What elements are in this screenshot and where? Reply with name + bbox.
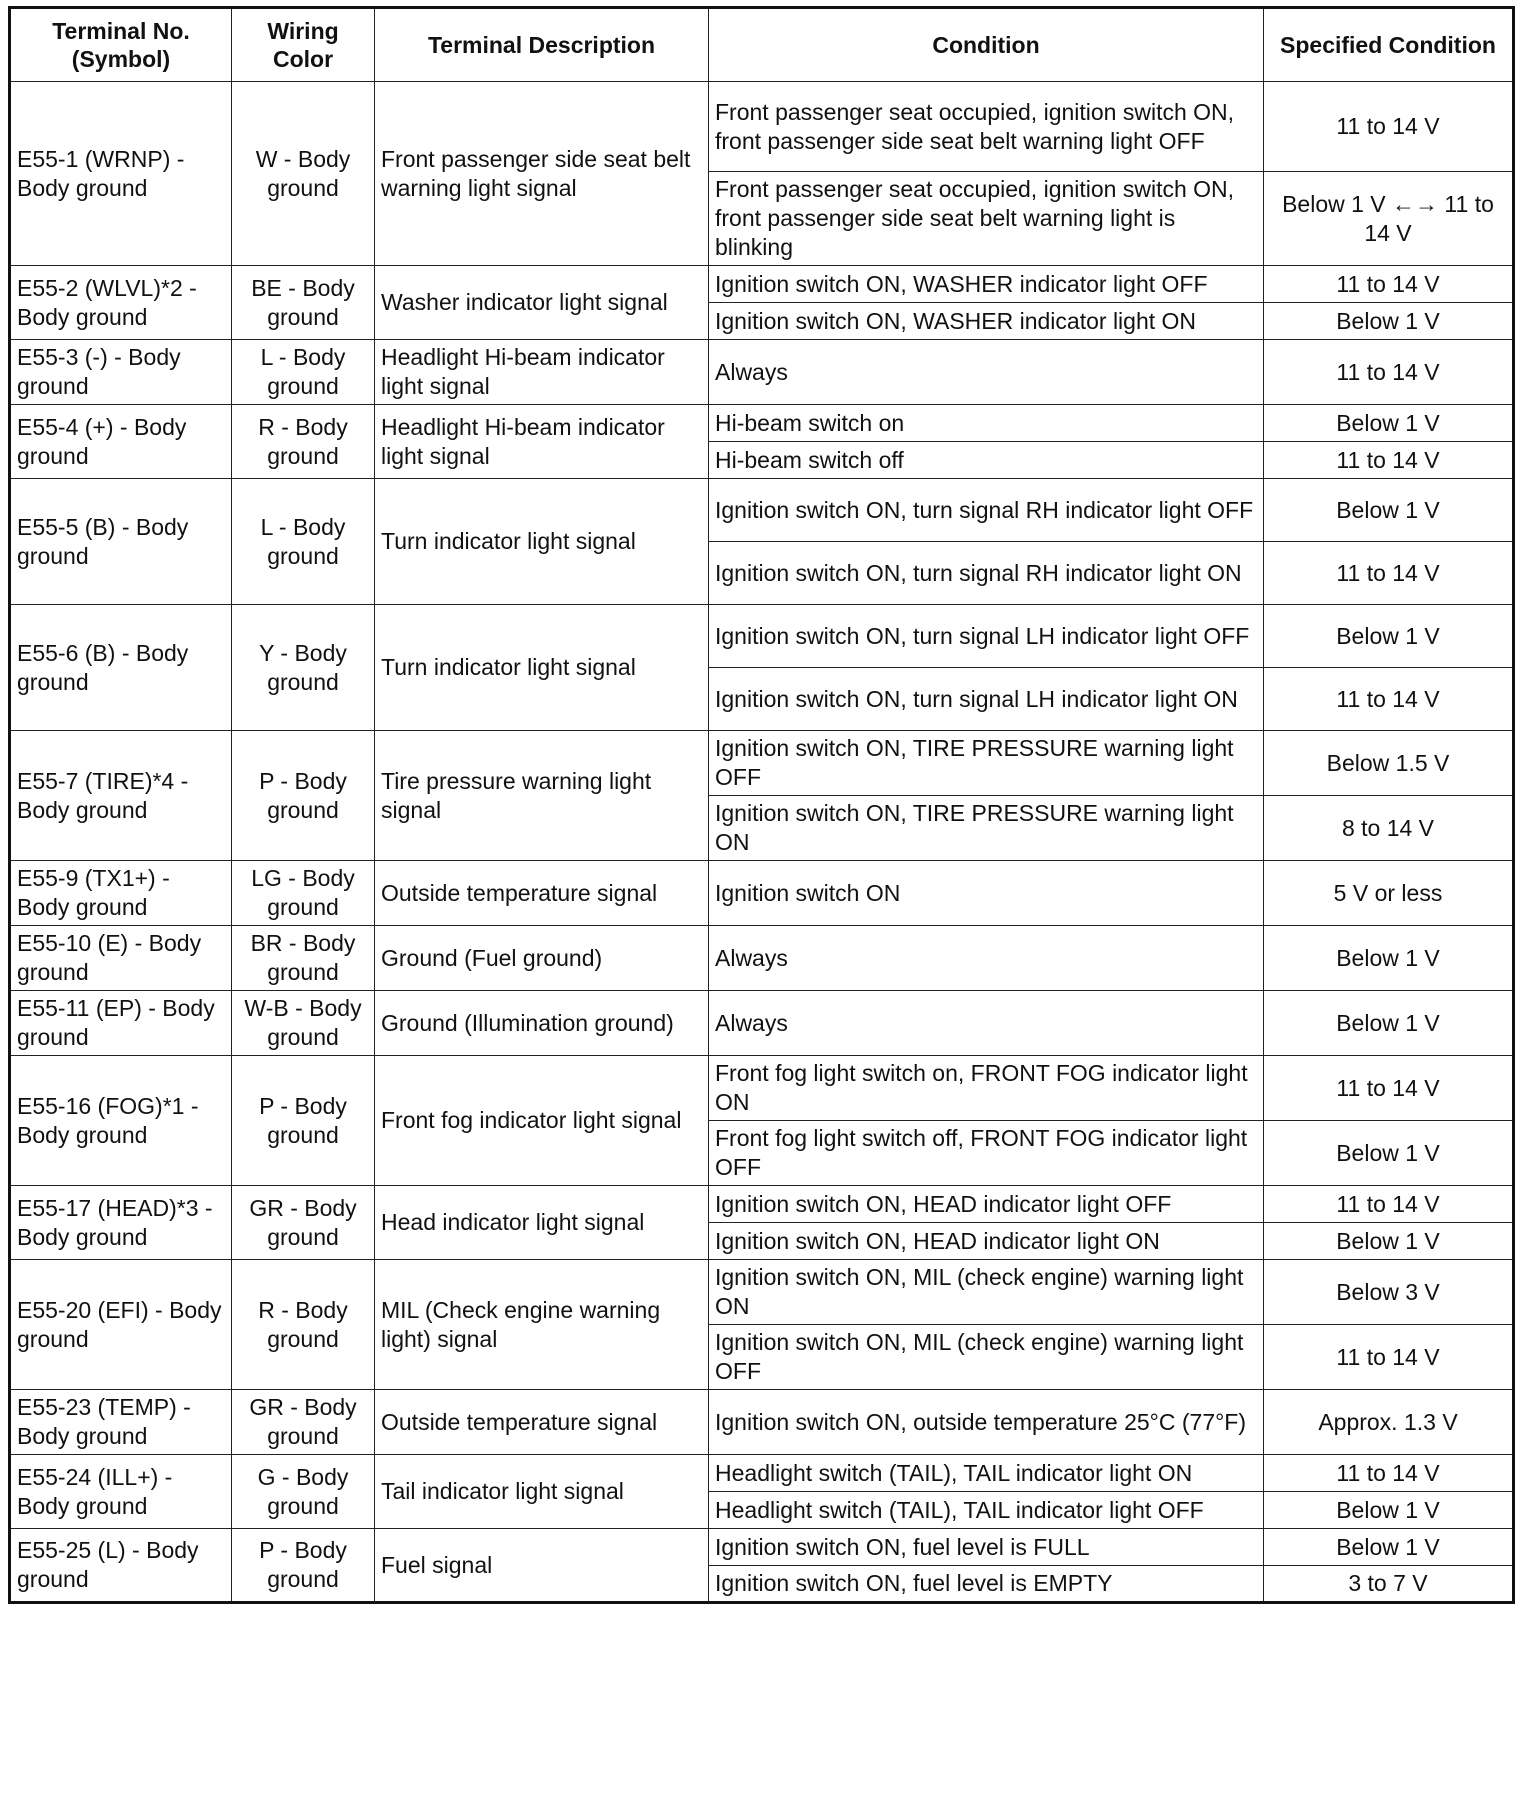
condition-cell: Headlight switch (TAIL), TAIL indicator light ON [709,1455,1264,1492]
specified-condition-cell: 11 to 14 V [1264,82,1514,172]
wiring-color-cell: P - Body ground [232,731,375,861]
specified-condition-cell: 11 to 14 V [1264,542,1514,605]
table-body [10,82,1514,1603]
condition-cell: Front passenger seat occupied, ignition switch ON, front passenger side seat belt warning light OFF [709,82,1264,172]
terminal-spec-sheet [8,6,1512,1604]
condition-cell: Ignition switch ON [709,861,1264,926]
terminal-cell: E55-2 (WLVL)*2 - Body ground [10,266,232,340]
condition-cell: Ignition switch ON, outside temperature 25°C (77°F) [709,1390,1264,1455]
condition-cell: Ignition switch ON, MIL (check engine) warning light OFF [709,1325,1264,1390]
terminal-description-cell: Tire pressure warning light signal [375,731,709,861]
table-row [10,405,1514,442]
terminal-cell: E55-5 (B) - Body ground [10,479,232,605]
terminal-cell: E55-23 (TEMP) - Body ground [10,1390,232,1455]
specified-condition-cell: Below 1 V [1264,1223,1514,1260]
wiring-color-cell: L - Body ground [232,479,375,605]
header-wiring-line2: Color [272,46,334,72]
terminal-cell: E55-16 (FOG)*1 - Body ground [10,1056,232,1186]
terminal-description-cell: Front fog indicator light signal [375,1056,709,1186]
terminal-description-cell: Headlight Hi-beam indicator light signal [375,405,709,479]
specified-condition-cell: Below 1 V [1264,1529,1514,1566]
table-row [10,861,1514,926]
terminal-description-cell: Ground (Fuel ground) [375,926,709,991]
specified-condition-cell: 11 to 14 V [1264,1186,1514,1223]
table-header-row [10,8,1514,82]
specified-condition-cell: 11 to 14 V [1264,1455,1514,1492]
specified-condition-cell: 3 to 7 V [1264,1566,1514,1603]
wiring-color-cell: R - Body ground [232,405,375,479]
table-row [10,731,1514,796]
wiring-color-cell: BR - Body ground [232,926,375,991]
wiring-color-cell: W-B - Body ground [232,991,375,1056]
condition-cell: Ignition switch ON, HEAD indicator light ON [709,1223,1264,1260]
condition-cell: Hi-beam switch off [709,442,1264,479]
specified-condition-cell: Approx. 1.3 V [1264,1390,1514,1455]
specified-condition-cell: 11 to 14 V [1264,1325,1514,1390]
terminal-description-cell: Tail indicator light signal [375,1455,709,1529]
specified-condition-cell: Below 3 V [1264,1260,1514,1325]
terminal-description-cell: Outside temperature signal [375,861,709,926]
table-row [10,1186,1514,1223]
terminal-description-cell: Washer indicator light signal [375,266,709,340]
terminal-cell: E55-11 (EP) - Body ground [10,991,232,1056]
terminal-description-cell: Head indicator light signal [375,1186,709,1260]
table-row [10,1455,1514,1492]
terminal-cell: E55-17 (HEAD)*3 - Body ground [10,1186,232,1260]
header-wiring-line1: Wiring [267,18,339,44]
header-wiring [232,8,375,82]
header-terminal [10,8,232,82]
terminal-cell: E55-4 (+) - Body ground [10,405,232,479]
specified-condition-cell: Below 1 V [1264,926,1514,991]
specified-condition-cell: 5 V or less [1264,861,1514,926]
terminal-description-cell: Turn indicator light signal [375,605,709,731]
terminal-cell: E55-6 (B) - Body ground [10,605,232,731]
wiring-color-cell: R - Body ground [232,1260,375,1390]
specified-condition-cell: Below 1 V [1264,991,1514,1056]
header-specified: Specified Condition [1264,8,1514,82]
header-condition: Condition [709,8,1264,82]
terminal-cell: E55-1 (WRNP) - Body ground [10,82,232,266]
terminal-cell: E55-25 (L) - Body ground [10,1529,232,1603]
specified-condition-cell: Below 1 V [1264,1121,1514,1186]
specified-condition-cell: 8 to 14 V [1264,796,1514,861]
condition-cell: Always [709,926,1264,991]
specified-condition-cell: Below 1 V ←→ 11 to 14 V [1264,172,1514,266]
condition-cell: Ignition switch ON, TIRE PRESSURE warning light OFF [709,731,1264,796]
specified-condition-cell: 11 to 14 V [1264,266,1514,303]
terminal-description-cell: Fuel signal [375,1529,709,1603]
terminal-description-cell: Turn indicator light signal [375,479,709,605]
wiring-color-cell: G - Body ground [232,1455,375,1529]
specified-condition-cell: Below 1 V [1264,605,1514,668]
terminal-cell: E55-7 (TIRE)*4 - Body ground [10,731,232,861]
table-row [10,479,1514,542]
terminal-description-cell: MIL (Check engine warning light) signal [375,1260,709,1390]
specified-condition-cell: 11 to 14 V [1264,668,1514,731]
wiring-color-cell: L - Body ground [232,340,375,405]
condition-cell: Always [709,991,1264,1056]
table-row [10,1390,1514,1455]
wiring-color-cell: P - Body ground [232,1056,375,1186]
specified-condition-cell: 11 to 14 V [1264,1056,1514,1121]
wiring-color-cell: BE - Body ground [232,266,375,340]
condition-cell: Ignition switch ON, turn signal RH indicator light OFF [709,479,1264,542]
terminal-cell: E55-24 (ILL+) - Body ground [10,1455,232,1529]
terminal-cell: E55-9 (TX1+) - Body ground [10,861,232,926]
condition-cell: Ignition switch ON, turn signal LH indicator light ON [709,668,1264,731]
condition-cell: Ignition switch ON, turn signal RH indicator light ON [709,542,1264,605]
header-terminal-line2: (Symbol) [71,46,171,72]
header-terminal-line1: Terminal No. [52,18,190,44]
specified-condition-cell: Below 1 V [1264,479,1514,542]
table-row [10,926,1514,991]
condition-cell: Front fog light switch off, FRONT FOG indicator light OFF [709,1121,1264,1186]
terminal-cell: E55-20 (EFI) - Body ground [10,1260,232,1390]
terminal-description-cell: Front passenger side seat belt warning light signal [375,82,709,266]
table-row [10,82,1514,172]
wiring-color-cell: GR - Body ground [232,1186,375,1260]
specified-condition-cell: 11 to 14 V [1264,340,1514,405]
specified-condition-cell: 11 to 14 V [1264,442,1514,479]
condition-cell: Hi-beam switch on [709,405,1264,442]
table-row [10,605,1514,668]
specified-condition-cell: Below 1.5 V [1264,731,1514,796]
table-row [10,266,1514,303]
wiring-color-cell: LG - Body ground [232,861,375,926]
condition-cell: Ignition switch ON, WASHER indicator light ON [709,303,1264,340]
header-description: Terminal Description [375,8,709,82]
condition-cell: Front passenger seat occupied, ignition switch ON, front passenger side seat belt warning light is blinking [709,172,1264,266]
condition-cell: Ignition switch ON, fuel level is EMPTY [709,1566,1264,1603]
terminal-spec-table [8,6,1515,1604]
condition-cell: Ignition switch ON, turn signal LH indicator light OFF [709,605,1264,668]
condition-cell: Always [709,340,1264,405]
table-row [10,1056,1514,1121]
table-row [10,1529,1514,1566]
terminal-description-cell: Ground (Illumination ground) [375,991,709,1056]
specified-condition-cell: Below 1 V [1264,303,1514,340]
condition-cell: Ignition switch ON, WASHER indicator light OFF [709,266,1264,303]
wiring-color-cell: GR - Body ground [232,1390,375,1455]
condition-cell: Headlight switch (TAIL), TAIL indicator light OFF [709,1492,1264,1529]
terminal-description-cell: Headlight Hi-beam indicator light signal [375,340,709,405]
terminal-cell: E55-3 (-) - Body ground [10,340,232,405]
wiring-color-cell: W - Body ground [232,82,375,266]
terminal-description-cell: Outside temperature signal [375,1390,709,1455]
condition-cell: Ignition switch ON, fuel level is FULL [709,1529,1264,1566]
table-row [10,991,1514,1056]
specified-condition-cell: Below 1 V [1264,1492,1514,1529]
table-row [10,340,1514,405]
condition-cell: Ignition switch ON, MIL (check engine) warning light ON [709,1260,1264,1325]
condition-cell: Ignition switch ON, TIRE PRESSURE warning light ON [709,796,1264,861]
terminal-cell: E55-10 (E) - Body ground [10,926,232,991]
condition-cell: Front fog light switch on, FRONT FOG indicator light ON [709,1056,1264,1121]
wiring-color-cell: P - Body ground [232,1529,375,1603]
specified-condition-cell: Below 1 V [1264,405,1514,442]
table-row [10,1260,1514,1325]
wiring-color-cell: Y - Body ground [232,605,375,731]
condition-cell: Ignition switch ON, HEAD indicator light OFF [709,1186,1264,1223]
